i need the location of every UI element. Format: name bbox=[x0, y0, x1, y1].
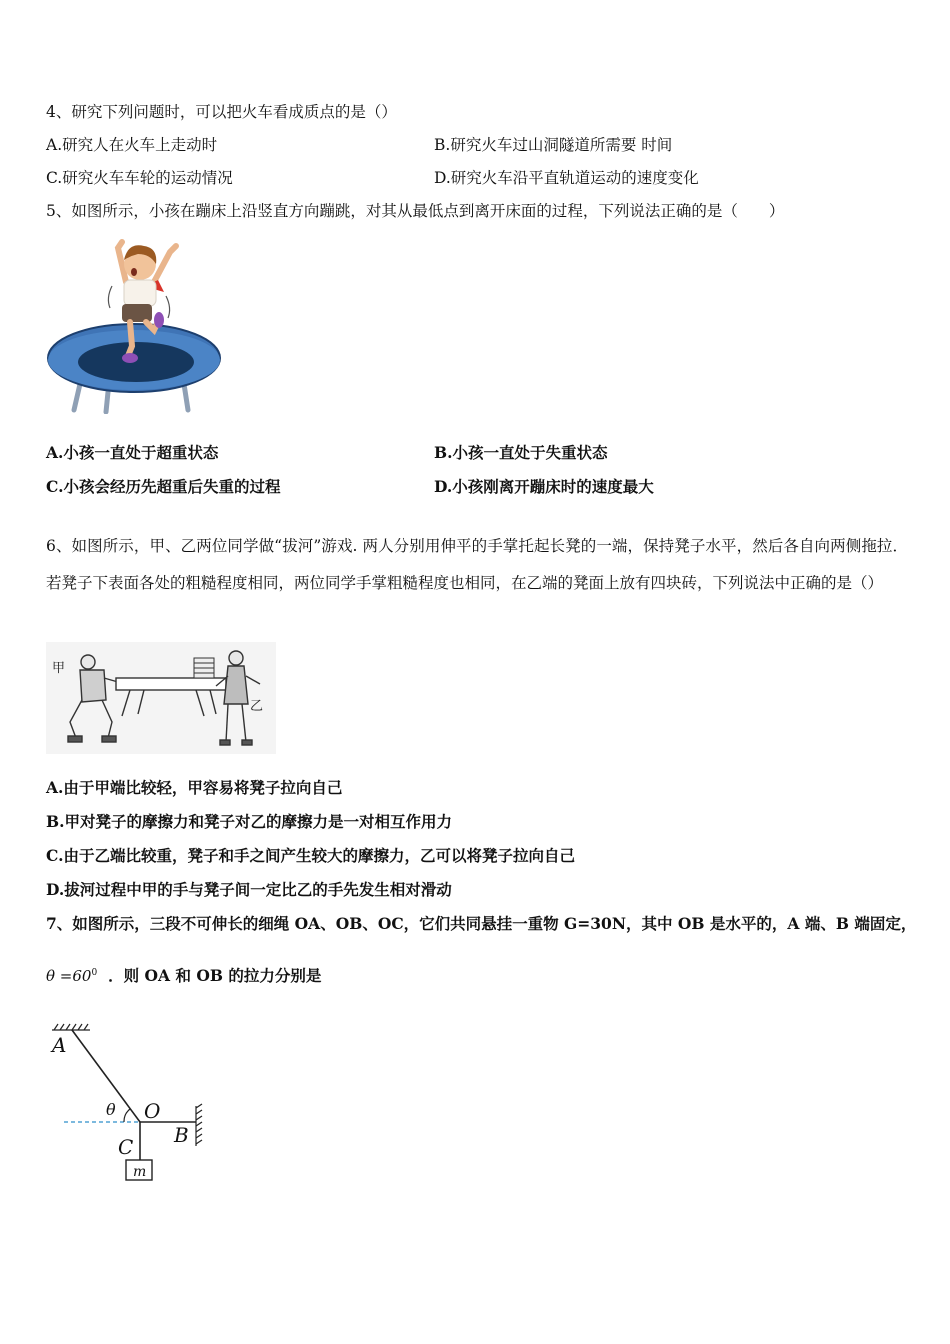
ceiling-support bbox=[52, 1024, 90, 1030]
q4-option-d: D.研究火车沿平直轨道运动的速度变化 bbox=[434, 169, 699, 187]
theta-arc bbox=[124, 1109, 130, 1122]
tug-of-war-bench-illustration bbox=[46, 642, 276, 754]
q5-option-b: B.小孩一直处于失重状态 bbox=[434, 443, 608, 462]
rope-tension-diagram bbox=[46, 1020, 216, 1190]
label-yi: 乙 bbox=[250, 699, 264, 714]
q4-option-a: A.研究人在火车上走动时 bbox=[46, 136, 218, 154]
wall-support bbox=[196, 1104, 202, 1146]
q6-option-a: A.由于甲端比较轻，甲容易将凳子拉向自己 bbox=[46, 778, 343, 797]
q4-option-c: C.研究火车车轮的运动情况 bbox=[46, 169, 233, 187]
q7-stem: 7、如图所示，三段不可伸长的细绳 OA、OB、OC，它们共同悬挂一重物 G=30N，其中 OB 是水平的，A 端、B 端固定， bbox=[46, 914, 917, 933]
bricks bbox=[194, 658, 214, 678]
q7-theta-line bbox=[46, 964, 321, 986]
trampoline-bed bbox=[78, 342, 194, 382]
q6-option-c: C.由于乙端比较重，凳子和手之间产生较大的摩擦力，乙可以将凳子拉向自己 bbox=[46, 846, 575, 865]
label-b: B bbox=[174, 1123, 189, 1147]
label-jia: 甲 bbox=[52, 661, 66, 676]
q5-option-c: C.小孩会经历先超重后失重的过程 bbox=[46, 477, 281, 496]
theta-expression: θ =60 bbox=[46, 967, 92, 985]
q5-option-a: A.小孩一直处于超重状态 bbox=[46, 443, 219, 462]
label-theta: θ bbox=[106, 1100, 116, 1119]
label-m: m bbox=[133, 1164, 147, 1180]
q4-stem: 4、研究下列问题时，可以把火车看成质点的是（） bbox=[46, 103, 397, 121]
label-a: A bbox=[52, 1033, 67, 1057]
label-c: C bbox=[118, 1135, 134, 1159]
q6-option-d: D.拔河过程中甲的手与凳子间一定比乙的手先发生相对滑动 bbox=[46, 880, 452, 899]
theta-superscript: 0 bbox=[91, 967, 98, 978]
q6-option-b: B.甲对凳子的摩擦力和凳子对乙的摩擦力是一对相互作用力 bbox=[46, 812, 452, 831]
label-o: O bbox=[144, 1099, 161, 1123]
trampoline-child-illustration bbox=[46, 234, 226, 414]
q6-stem: 6、如图所示，甲、乙两位同学做“拔河”游戏. 两人分别用伸平的手掌托起长凳的一端，保持凳子水平，然后各自向两侧拖拉．若凳子下表面各处的粗糙程度相同，两位同学手掌粗糙程度也相同，在乙端的凳面上放有四块砖，下列说法中正确的是（） bbox=[46, 537, 908, 592]
q5-stem: 5、如图所示，小孩在蹦床上沿竖直方向蹦跳，对其从最低点到离开床面的过程，下列说法正确的是（ ） bbox=[46, 202, 785, 220]
q7-stem-tail: ．则 OA 和 OB 的拉力分别是 bbox=[108, 966, 322, 985]
q5-option-d: D.小孩刚离开蹦床时的速度最大 bbox=[434, 477, 654, 496]
q4-option-b: B.研究火车过山洞隧道所需要 时间 bbox=[434, 136, 673, 154]
